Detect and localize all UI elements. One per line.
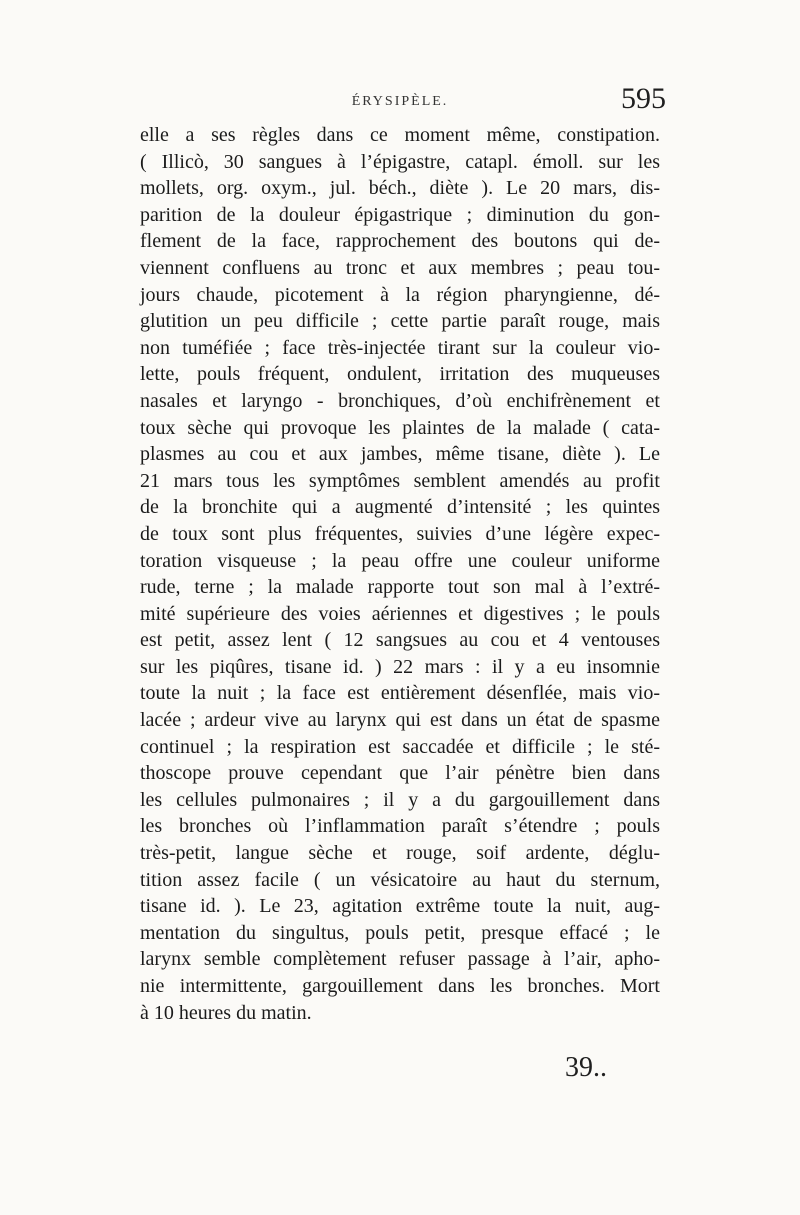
running-title: ÉRYSIPÈLE.: [351, 94, 449, 109]
text-line: de la bronchite qui a augmenté d’intensité ; les quintes: [140, 496, 660, 519]
text-line: très-petit, langue sèche et rouge, soif ardente, déglu-: [140, 842, 660, 865]
text-line: lette, pouls fréquent, ondulent, irritation des muqueuses: [140, 363, 660, 386]
text-line: tition assez facile ( un vésicatoire au haut du sternum,: [140, 868, 660, 891]
text-line: mollets, org. oxym., jul. béch., diète ). Le 20 mars, dis-: [140, 177, 660, 200]
text-line: à 10 heures du matin.: [140, 1001, 312, 1024]
text-line: est petit, assez lent ( 12 sangsues au cou et 4 ventouses: [140, 629, 660, 652]
text-line: toute la nuit ; la face est entièrement désenflée, mais vio-: [140, 682, 660, 705]
page-number: 595: [621, 82, 666, 115]
text-line: les cellules pulmonaires ; il y a du gargouillement dans: [140, 788, 660, 811]
text-line: larynx semble complètement refuser passage à l’air, apho-: [140, 948, 660, 971]
text-line: flement de la face, rapprochement des boutons qui de-: [140, 230, 660, 253]
text-line: lacée ; ardeur vive au larynx qui est dans un état de spasme: [140, 709, 660, 732]
text-line: rude, terne ; la malade rapporte tout son mal à l’extré-: [140, 576, 660, 599]
text-line: de toux sont plus fréquentes, suivies d’une légère expec-: [140, 522, 660, 545]
text-line: non tuméfiée ; face très-injectée tirant sur la couleur vio-: [140, 336, 660, 359]
running-head: [140, 82, 666, 122]
text-line: toux sèche qui provoque les plaintes de la malade ( cata-: [140, 416, 660, 439]
text-line: viennent confluens au tronc et aux membres ; peau tou-: [140, 256, 660, 279]
text-line: elle a ses règles dans ce moment même, constipation.: [140, 124, 660, 146]
text-line: nie intermittente, gargouillement dans les bronches. Mort: [140, 975, 660, 997]
text-line: nasales et laryngo - bronchiques, d’où enchifrènement et: [140, 389, 660, 412]
text-line: sur les piqûres, tisane id. ) 22 mars : il y a eu insomnie: [140, 655, 660, 678]
text-line: 21 mars tous les symptômes semblent amendés au profit: [140, 469, 660, 492]
text-line: tisane id. ). Le 23, agitation extrême toute la nuit, aug-: [140, 895, 660, 918]
text-line: mité supérieure des voies aériennes et digestives ; le pouls: [140, 602, 660, 625]
text-line: parition de la douleur épigastrique ; diminution du gon-: [140, 203, 660, 226]
text-line: glutition un peu difficile ; cette partie paraît rouge, mais: [140, 310, 660, 333]
text-line: plasmes au cou et aux jambes, même tisane, diète ). Le: [140, 443, 660, 466]
text-line: thoscope prouve cependant que l’air pénètre bien dans: [140, 762, 660, 785]
body-text: [140, 122, 660, 1026]
signature-mark: 39..: [565, 1052, 607, 1083]
text-line: les bronches où l’inflammation paraît s’étendre ; pouls: [140, 815, 660, 838]
text-line: ( Illicò, 30 sangues à l’épigastre, catapl. émoll. sur les: [140, 150, 660, 173]
text-line: jours chaude, picotement à la région pharyngienne, dé-: [140, 283, 660, 306]
text-line: continuel ; la respiration est saccadée et difficile ; le sté-: [140, 735, 660, 758]
text-line: toration visqueuse ; la peau offre une couleur uniforme: [140, 549, 660, 572]
text-line: mentation du singultus, pouls petit, presque effacé ; le: [140, 921, 660, 944]
